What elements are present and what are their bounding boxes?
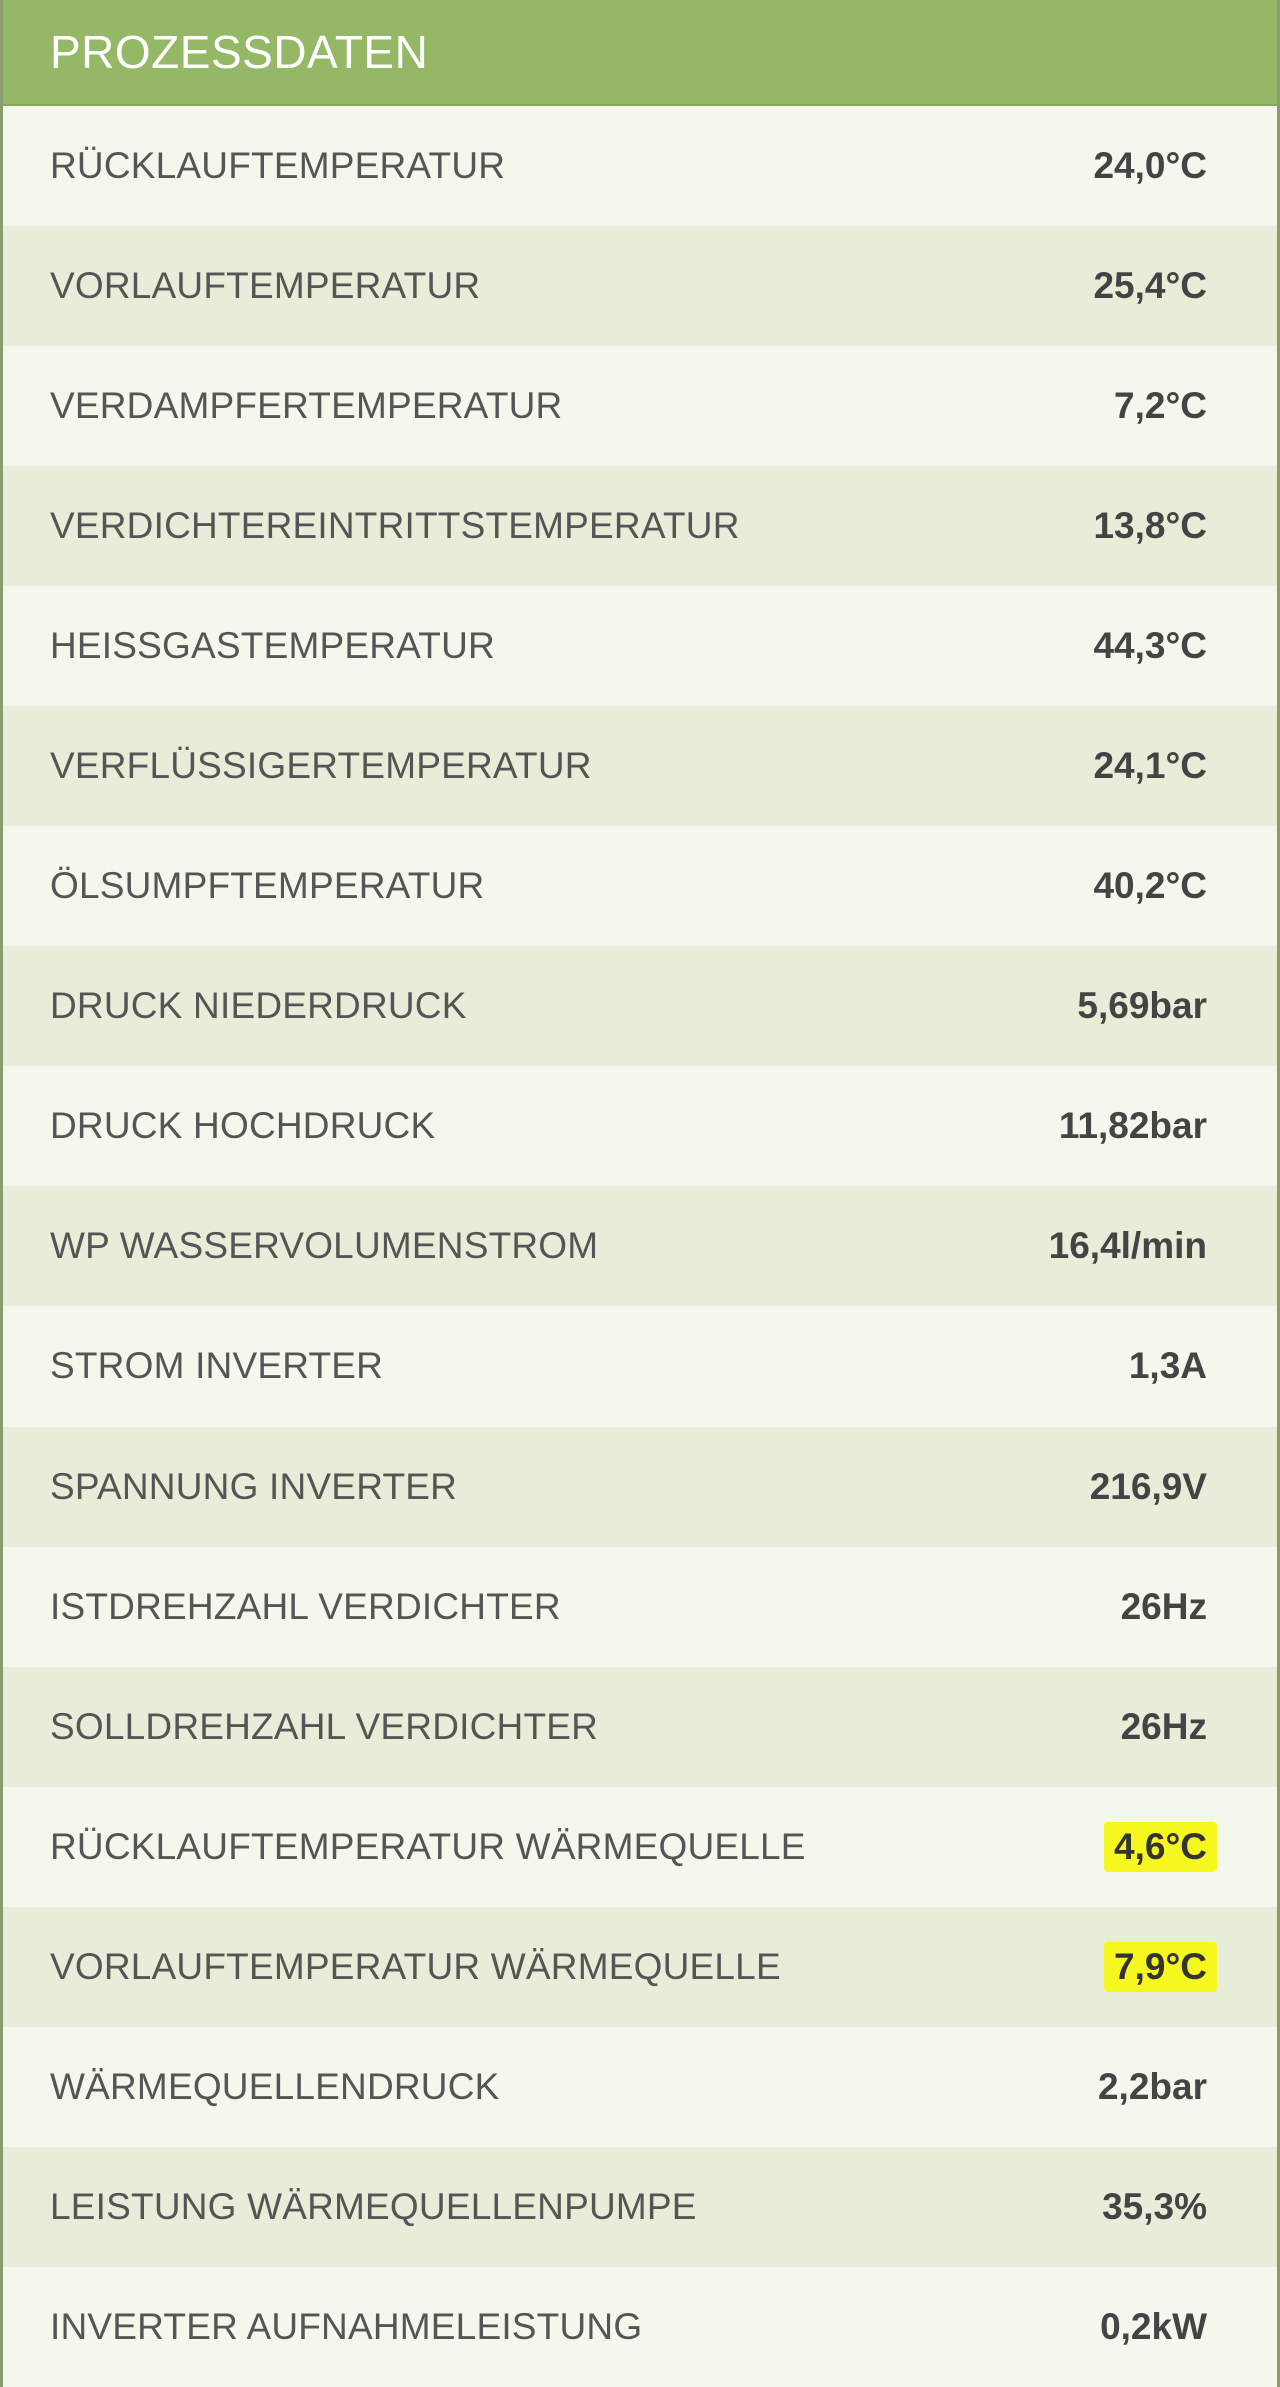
panel-header: [3, 0, 1277, 106]
row-value: 2,2bar: [1097, 2065, 1207, 2107]
row-label: INVERTER AUFNAHMELEISTUNG: [50, 2305, 643, 2347]
row-label: WÄRMEQUELLENDRUCK: [50, 2065, 500, 2107]
data-row-strom-inverter: [3, 1306, 1277, 1426]
data-row-heissgastemperatur: [3, 586, 1277, 706]
row-value: 7,2°C: [1114, 385, 1207, 427]
row-value: 1,3A: [1128, 1345, 1207, 1387]
data-row-waermequellendruck: [3, 2027, 1277, 2147]
row-label: ISTDREHZAHL VERDICHTER: [50, 1585, 561, 1627]
row-label: STROM INVERTER: [50, 1345, 384, 1387]
row-value: 13,8°C: [1093, 505, 1207, 547]
row-label: HEISSGASTEMPERATUR: [50, 625, 495, 667]
data-row-verdampfertemperatur: [3, 346, 1277, 466]
row-label: ÖLSUMPFTEMPERATUR: [50, 865, 485, 907]
row-value: 5,69bar: [1077, 985, 1207, 1027]
row-value: 24,0°C: [1093, 145, 1207, 187]
row-value: 26Hz: [1120, 1705, 1207, 1747]
data-row-ruecklauftemperatur-waermequelle: [3, 1787, 1277, 1907]
process-data-list: [3, 106, 1277, 2387]
row-label: VORLAUFTEMPERATUR WÄRMEQUELLE: [50, 1945, 781, 1987]
row-value: 24,1°C: [1093, 745, 1207, 787]
data-row-verdichtereintrittstemperatur: [3, 466, 1277, 586]
row-label: RÜCKLAUFTEMPERATUR: [50, 145, 506, 187]
data-row-inverter-aufnahmeleistung: [3, 2267, 1277, 2387]
row-label: WP WASSERVOLUMENSTROM: [50, 1225, 599, 1267]
row-value-highlighted: 4,6°C: [1104, 1822, 1217, 1872]
data-row-spannung-inverter: [3, 1427, 1277, 1547]
row-label: SPANNUNG INVERTER: [50, 1465, 458, 1507]
row-label: VORLAUFTEMPERATUR: [50, 265, 481, 307]
data-row-verfluessigertemperatur: [3, 706, 1277, 826]
row-value: 40,2°C: [1093, 865, 1207, 907]
data-row-istdrehzahl-verdichter: [3, 1547, 1277, 1667]
row-label: RÜCKLAUFTEMPERATUR WÄRMEQUELLE: [50, 1825, 806, 1867]
data-row-vorlauftemperatur: [3, 226, 1277, 346]
row-value: 26Hz: [1120, 1585, 1207, 1627]
row-label: SOLLDREHZAHL VERDICHTER: [50, 1705, 599, 1747]
row-value: 44,3°C: [1093, 625, 1207, 667]
row-label: VERDICHTEREINTRITTSTEMPERATUR: [50, 505, 740, 547]
row-value: 216,9V: [1089, 1465, 1207, 1507]
data-row-druck-hochdruck: [3, 1066, 1277, 1186]
row-value: 0,2kW: [1100, 2305, 1207, 2347]
row-label: DRUCK HOCHDRUCK: [50, 1105, 436, 1147]
data-row-ruecklauftemperatur: [3, 106, 1277, 226]
row-value: 11,82bar: [1058, 1105, 1207, 1147]
data-row-leistung-waermequellenpumpe: [3, 2147, 1277, 2267]
data-row-vorlauftemperatur-waermequelle: [3, 1907, 1277, 2027]
data-row-wp-wasservolumenstrom: [3, 1186, 1277, 1306]
panel-title: PROZESSDATEN: [50, 26, 429, 78]
data-row-oelsumpftemperatur: [3, 826, 1277, 946]
row-value-highlighted: 7,9°C: [1104, 1942, 1217, 1992]
row-label: LEISTUNG WÄRMEQUELLENPUMPE: [50, 2185, 697, 2227]
row-label: DRUCK NIEDERDRUCK: [50, 985, 467, 1027]
row-value: 16,4l/min: [1048, 1225, 1207, 1267]
data-row-solldrehzahl-verdichter: [3, 1667, 1277, 1787]
row-value: 35,3%: [1102, 2185, 1207, 2227]
row-label: VERDAMPFERTEMPERATUR: [50, 385, 563, 427]
data-row-druck-niederdruck: [3, 946, 1277, 1066]
row-label: VERFLÜSSIGERTEMPERATUR: [50, 745, 592, 787]
row-value: 25,4°C: [1093, 265, 1207, 307]
